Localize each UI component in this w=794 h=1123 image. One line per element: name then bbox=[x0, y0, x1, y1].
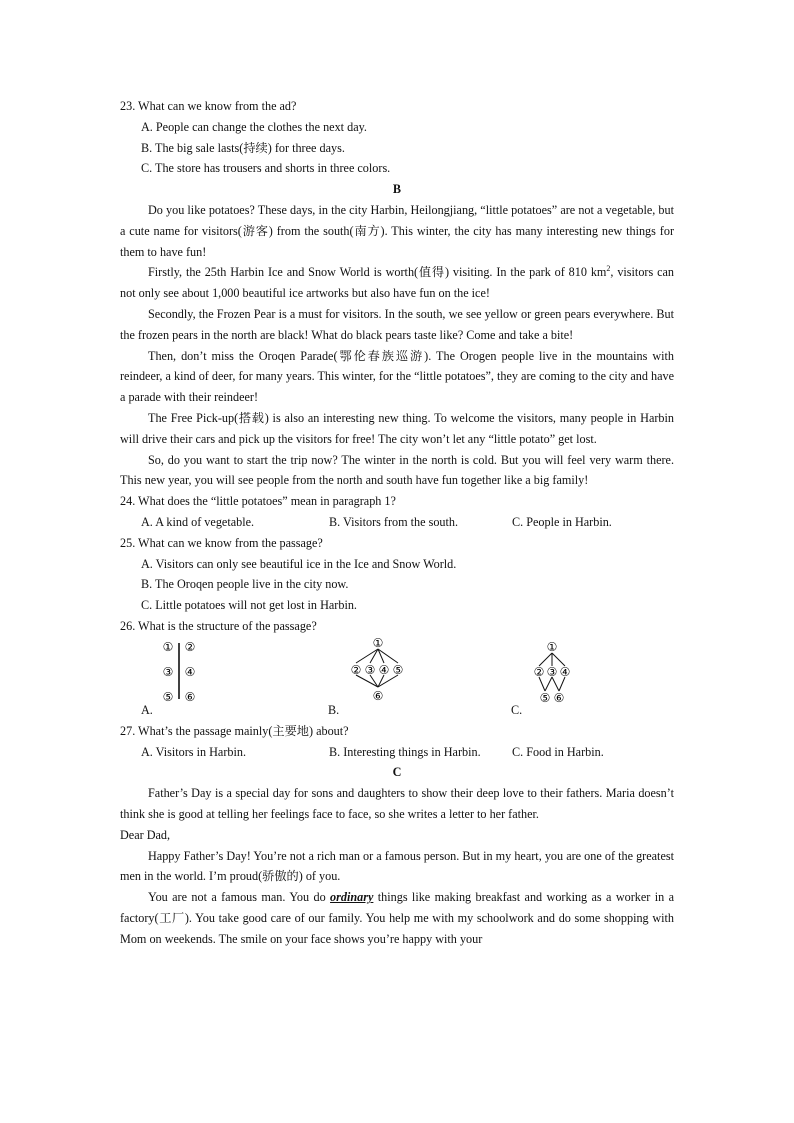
q26-diagrams bbox=[120, 637, 674, 721]
keyword-ordinary: ordinary bbox=[330, 890, 374, 905]
diagram-c-node-6: ⑥ bbox=[553, 690, 565, 705]
q24-option-b: B. Visitors from the south. bbox=[329, 514, 459, 529]
diagram-b-node-1: ① bbox=[372, 636, 384, 650]
letter-para2-after: things like making breakfast and working as a worker in a factory(工厂). You take good care of our family. You help me with my schoolwork and do some shopping with Mom on weekends. The smile on your face shows you’re happy with your bbox=[120, 890, 674, 946]
page-content bbox=[120, 96, 674, 949]
diagram-b-node-3: ③ bbox=[364, 662, 376, 677]
diagram-a-node-2: ② bbox=[184, 639, 196, 654]
para2-before: Firstly, the 25th Harbin Ice and Snow World is worth(值得) visiting. In the park of 810 km bbox=[148, 265, 607, 280]
section-b-heading: B bbox=[392, 182, 402, 197]
diagram-b-node-2: ② bbox=[350, 662, 362, 677]
diagram-c bbox=[529, 639, 579, 705]
section-b-passage bbox=[120, 200, 674, 491]
letter-paragraph-1: Happy Father’s Day! You’re not a rich man or a famous person. But in my heart, you are one of the greatest men in the world. I’m proud(骄傲的) of you. bbox=[120, 848, 674, 884]
q25-option-c: C. Little potatoes will not get lost in Harbin. bbox=[141, 598, 357, 613]
diagram-b-node-4: ④ bbox=[378, 662, 390, 677]
letter-paragraph-2 bbox=[120, 887, 674, 949]
q24-option-c: C. People in Harbin. bbox=[512, 514, 612, 529]
letter-para2-before: You are not a famous man. You do bbox=[148, 890, 331, 905]
para2-after: , visitors can not only see about 1,000 beautiful ice artworks but also have fun on the ice! bbox=[120, 265, 674, 301]
q27-option-a: A. Visitors in Harbin. bbox=[141, 744, 247, 759]
passage-b-paragraph-4: Then, don’t miss the Oroqen Parade(鄂伦春族巡游). The Orogen people live in the mountains with reindeer, a kind of deer, for many years. This winter, for the “little potatoes”, they are coming to the city and have a parade with their reindeer! bbox=[120, 348, 674, 405]
diagram-a-node-1: ① bbox=[162, 639, 174, 654]
passage-b-paragraph-2 bbox=[120, 262, 674, 304]
q26-question: 26. What is the structure of the passage? bbox=[120, 618, 317, 633]
para2-superscript: 2 bbox=[606, 264, 611, 274]
diagram-c-node-5: ⑤ bbox=[539, 690, 551, 705]
letter-greeting: Dear Dad, bbox=[120, 827, 171, 842]
section-c-heading: C bbox=[392, 765, 402, 780]
q23-option-b: B. The big sale lasts(持续) for three days. bbox=[141, 140, 345, 155]
diagram-b-node-6: ⑥ bbox=[372, 688, 384, 703]
diagram-c-node-4: ④ bbox=[559, 664, 571, 679]
diagram-a-node-4: ④ bbox=[184, 664, 196, 679]
q27-options bbox=[120, 742, 674, 763]
diagram-a bbox=[158, 639, 208, 703]
q23-question: 23. What can we know from the ad? bbox=[120, 99, 297, 113]
q27-option-b: B. Interesting things in Harbin. bbox=[329, 744, 481, 759]
diagram-c-label: C. bbox=[511, 702, 523, 717]
q24-options bbox=[120, 512, 674, 533]
diagram-b bbox=[346, 637, 412, 705]
q23-option-a: A. People can change the clothes the next day. bbox=[141, 119, 367, 134]
q27-option-c: C. Food in Harbin. bbox=[512, 744, 604, 759]
q24-option-a: A. A kind of vegetable. bbox=[141, 514, 255, 529]
diagram-b-label: B. bbox=[328, 702, 340, 717]
diagram-c-node-3: ③ bbox=[546, 664, 558, 679]
diagram-a-label: A. bbox=[141, 702, 153, 717]
q25-option-b: B. The Oroqen people live in the city now. bbox=[141, 577, 349, 592]
q27-question: 27. What’s the passage mainly(主要地) about? bbox=[120, 723, 349, 738]
diagram-c-node-2: ② bbox=[533, 664, 545, 679]
diagram-b-node-5: ⑤ bbox=[392, 662, 404, 677]
diagram-a-node-6: ⑥ bbox=[184, 689, 196, 703]
diagram-a-node-5: ⑤ bbox=[162, 689, 174, 703]
diagram-a-node-3: ③ bbox=[162, 664, 174, 679]
diagram-c-node-1: ① bbox=[546, 639, 558, 654]
passage-b-paragraph-5: The Free Pick-up(搭载) is also an interesting new thing. To welcome the visitors, many people in Harbin will drive their cars and pick up the visitors for free! The city won’t let any “little potato” get lost. bbox=[120, 410, 674, 446]
passage-b-paragraph-6: So, do you want to start the trip now? The winter in the north is cold. But you will feel very warm there. This new year, you will see people from the north and south have fun together like a big family! bbox=[120, 452, 674, 488]
q25-option-a: A. Visitors can only see beautiful ice in the Ice and Snow World. bbox=[141, 556, 457, 571]
q23-option-c: C. The store has trousers and shorts in three colors. bbox=[141, 161, 391, 176]
section-c-intro: Father’s Day is a special day for sons and daughters to show their deep love to their fathers. Maria doesn’t think she is good at telling her feelings face to face, so she writes a letter to her father. bbox=[120, 786, 674, 821]
passage-b-paragraph-1: Do you like potatoes? These days, in the city Harbin, Heilongjiang, “little potatoes” are not a vegetable, but a cute name for visitors(游客) from the south(南方). This winter, the city has many interesting new things for them to have fun! bbox=[120, 202, 674, 259]
q24-question: 24. What does the “little potatoes” mean in paragraph 1? bbox=[120, 494, 396, 509]
q25-question: 25. What can we know from the passage? bbox=[120, 535, 323, 550]
passage-b-paragraph-3: Secondly, the Frozen Pear is a must for visitors. In the south, we see yellow or green pears everywhere. But the frozen pears in the north are black! What do black pears taste like? Come and take a bite! bbox=[120, 306, 674, 342]
